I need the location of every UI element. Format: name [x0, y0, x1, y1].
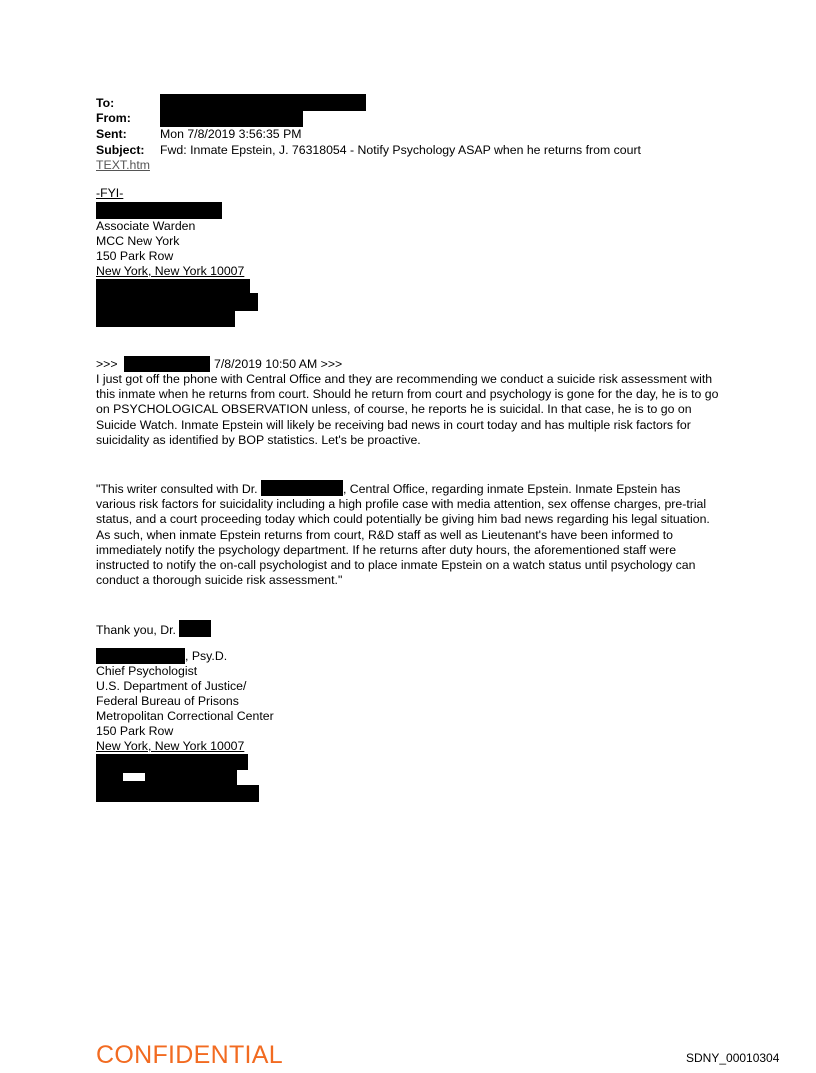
signature-line-1: U.S. Department of Justice/ — [96, 679, 247, 693]
quote-prefix: >>> — [96, 357, 118, 371]
redaction-to — [160, 94, 366, 111]
original-paragraph-2 — [96, 480, 720, 588]
paragraph-2-start: "This writer consulted with Dr. — [96, 482, 258, 496]
signature-line-2: Federal Bureau of Prisons — [96, 694, 239, 708]
sender-org: MCC New York — [96, 234, 180, 248]
bates-number: SDNY_00010304 — [686, 1051, 780, 1065]
attachment-link[interactable]: TEXT.htm — [96, 158, 150, 172]
redaction-doctor-name — [261, 480, 343, 496]
redaction-thanks-name — [179, 620, 211, 637]
to-label: To: — [96, 96, 115, 110]
sent-value: Mon 7/8/2019 3:56:35 PM — [160, 127, 302, 141]
sender-street: 150 Park Row — [96, 249, 174, 263]
fyi-text: -FYI- — [96, 186, 124, 200]
signature-city: New York, New York 10007 — [96, 739, 245, 753]
redaction-sender-name — [96, 202, 222, 219]
signature-title: Chief Psychologist — [96, 664, 198, 678]
redaction-sig-contact-1 — [96, 754, 248, 770]
redaction-contact-3 — [96, 309, 235, 327]
sent-label: Sent: — [96, 127, 127, 141]
redaction-original-sender — [124, 356, 210, 372]
redaction-gap — [123, 773, 145, 781]
signature-street: 150 Park Row — [96, 724, 174, 738]
sender-title: Associate Warden — [96, 219, 196, 233]
thanks-text: Thank you, Dr. — [96, 623, 176, 637]
original-paragraph-1: I just got off the phone with Central Office and they are recommending we conduct a suicide risk assessment with this inmate when he returns from court. Should he return from court and psychology is gone for the day, he is to go on PSYCHOLOGICAL OBSERVATION unless, of course, he reports he is suicidal. In that case, he is to go on Suicide Watch. Inmate Epstein will likely be receiving bad news in court today and has multiple risk factors for suicidality as identified by BOP statistics. Let's be proactive. — [96, 372, 719, 447]
redaction-sig-contact-2 — [96, 769, 237, 785]
signature-degree: , Psy.D. — [185, 649, 228, 663]
original-timestamp: 7/8/2019 10:50 AM >>> — [214, 357, 343, 371]
confidential-stamp: CONFIDENTIAL — [96, 1041, 283, 1069]
paragraph-2-rest: , Central Office, regarding inmate Epstein. Inmate Epstein has various risk factors for suicidality including a high profile case with media attention, sex offense charges, pre-trial status, and a court proceeding today which could potentially be giving him bad news regarding his legal situation. As such, when inmate Epstein returns from court, R&D staff as well as Lieutenant's have been informed to immediately notify the psychology department. If he returns after duty hours, the aforementioned staff were instructed to notify the on-call psychologist and to place inmate Epstein on a watch status until psychology can conduct a thorough suicide risk assessment." — [96, 482, 710, 588]
redaction-from — [160, 111, 303, 127]
from-label: From: — [96, 111, 131, 125]
subject-value: Fwd: Inmate Epstein, J. 76318054 - Notify Psychology ASAP when he returns from court — [160, 143, 641, 157]
sender-city: New York, New York 10007 — [96, 264, 245, 278]
redaction-signature-name — [96, 648, 185, 664]
redaction-sig-contact-3 — [96, 785, 259, 802]
subject-label: Subject: — [96, 143, 145, 157]
thanks-line — [96, 620, 211, 638]
signature-line-3: Metropolitan Correctional Center — [96, 709, 274, 723]
